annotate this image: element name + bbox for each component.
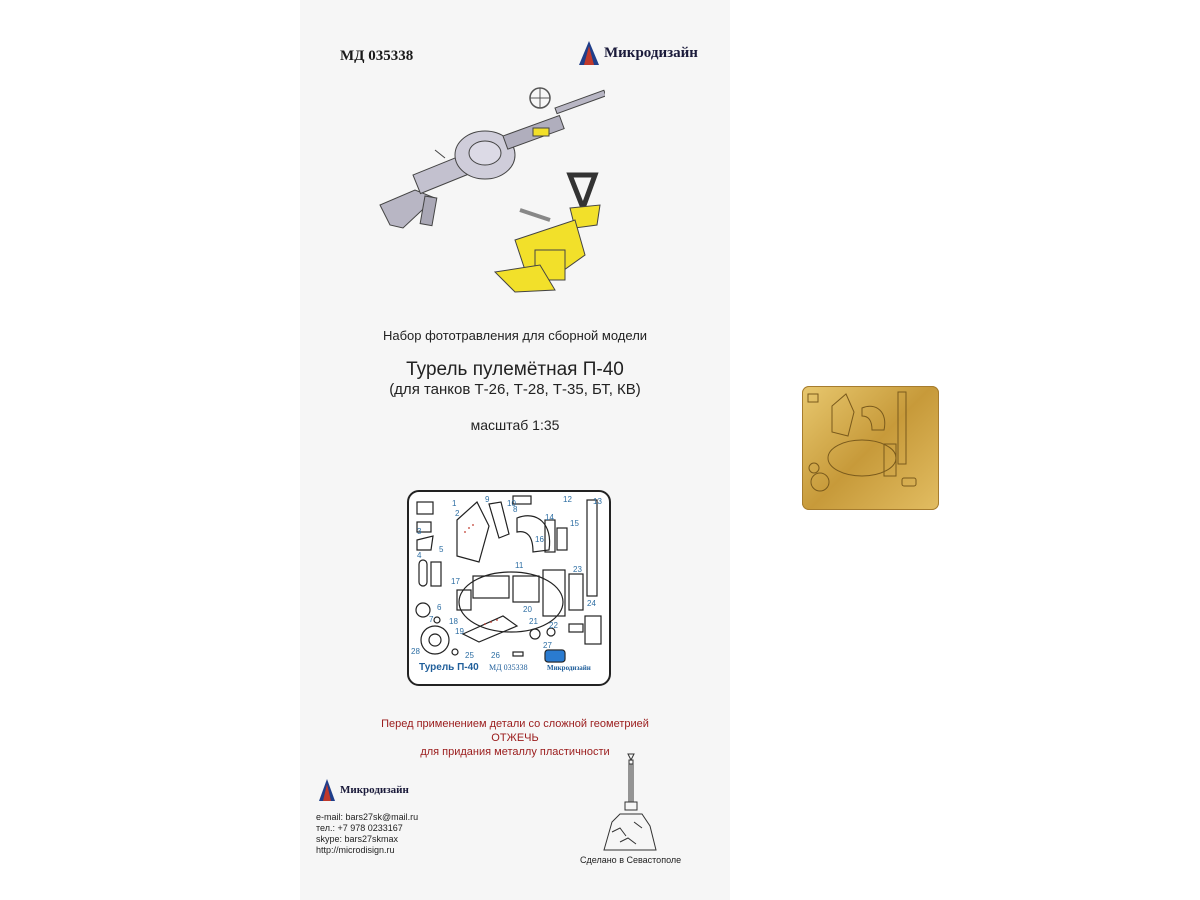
machine-gun-drawing	[380, 90, 605, 228]
part-label: 1	[452, 499, 457, 508]
product-subtitle: Набор фототравления для сборной модели	[382, 328, 648, 343]
brand-logo-top	[578, 40, 698, 66]
brand-logo-bottom	[318, 778, 409, 802]
part-label: 23	[573, 565, 582, 574]
part-label: 19	[455, 627, 464, 636]
part-label: 24	[587, 599, 596, 608]
catalog-number: МД 035338	[340, 48, 414, 64]
part-label: 22	[549, 621, 558, 630]
brand-name: Микродизайн	[340, 784, 409, 796]
contact-email[interactable]: e-mail: bars27sk@mail.ru	[316, 812, 419, 822]
brand-name: Микродизайн	[604, 44, 698, 61]
brand-triangle-icon	[578, 40, 600, 66]
part-label: 20	[523, 605, 532, 614]
part-label: 15	[570, 519, 579, 528]
part-label: 4	[417, 551, 422, 560]
warning-line-1: Перед применением детали со сложной геометрией	[381, 718, 649, 730]
part-label: 28	[411, 647, 420, 656]
fret-code: МД 035338	[489, 663, 528, 672]
fret-title: Турель П-40	[419, 662, 479, 673]
part-label: 7	[429, 615, 434, 624]
part-label: 27	[543, 641, 552, 650]
part-label: 17	[451, 577, 460, 586]
contact-website[interactable]: http://microdisign.ru	[316, 845, 395, 855]
part-label: 21	[529, 617, 538, 626]
contact-skype: skype: bars27skmax	[316, 834, 399, 844]
turret-illustration	[375, 80, 605, 300]
sevastopol-monument-icon	[600, 752, 660, 852]
fret-drawing	[409, 492, 609, 684]
part-label: 13	[593, 497, 602, 506]
product-tanks: (для танков Т-26, Т-28, Т-35, БТ, КВ)	[389, 381, 641, 398]
part-label: 14	[545, 513, 554, 522]
made-in-label: Сделано в Севастополе	[580, 855, 682, 865]
part-label: 9	[485, 495, 490, 504]
turret-mount-drawing	[495, 175, 600, 292]
part-label: 12	[563, 495, 572, 504]
ring-sight-drawing	[530, 88, 550, 136]
contact-phone: тел.: +7 978 0233167	[316, 823, 403, 833]
product-title: Турель пулемётная П-40	[406, 359, 624, 380]
warning-line-2: ОТЖЕЧЬ	[491, 732, 539, 744]
brand-triangle-icon	[318, 778, 336, 802]
product-scale: масштаб 1:35	[470, 417, 560, 433]
part-label: 25	[465, 651, 474, 660]
part-label: 26	[491, 651, 500, 660]
part-label: 6	[437, 603, 442, 612]
brass-fret-photo	[802, 386, 939, 510]
part-label: 3	[417, 527, 422, 536]
warning-line-3: для придания металлу пластичности	[420, 746, 610, 758]
fret-diagram	[407, 490, 611, 686]
brass-fret-detail	[802, 386, 939, 510]
part-label: 2	[455, 509, 460, 518]
part-label: 18	[449, 617, 458, 626]
part-label: 11	[515, 561, 524, 570]
part-label: 16	[535, 535, 544, 544]
fret-part-numbers	[411, 495, 602, 660]
part-label: 5	[439, 545, 444, 554]
part-label: 10	[507, 499, 516, 508]
part-label: 8	[513, 505, 518, 514]
fret-brand: Микродизайн	[547, 664, 591, 672]
